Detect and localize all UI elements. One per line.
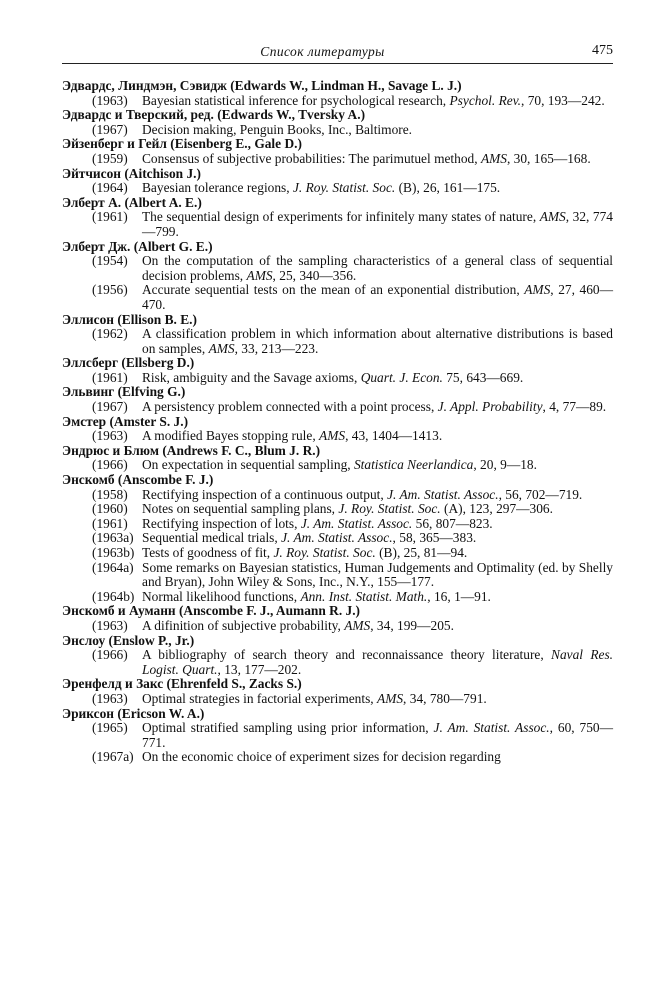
reference-text: A persistency problem connected with a point process, J. Appl. Probability, 4, 77—89. bbox=[142, 399, 607, 415]
header-rule bbox=[62, 63, 613, 64]
entry-author: Энслоу (Enslow P., Jr.) bbox=[62, 632, 195, 648]
reference-year: (1956) bbox=[92, 282, 128, 298]
reference-item bbox=[62, 458, 613, 473]
entry-author: Эйзенберг и Гейл (Eisenberg E., Gale D.) bbox=[62, 136, 302, 152]
reference-text: On expectation in sequential sampling, Statistica Neerlandica, 20, 9—18. bbox=[142, 457, 537, 473]
reference-year: (1964b) bbox=[92, 588, 135, 604]
reference-text: Accurate sequential tests on the mean of an exponential distribution, AMS, 27, 460—470. bbox=[142, 282, 613, 312]
reference-text: A classification problem in which information about alternative distributions is based on samples, AMS, 33, 213—223. bbox=[142, 326, 613, 356]
reference-year: (1967a) bbox=[92, 749, 134, 765]
reference-item bbox=[62, 590, 613, 605]
reference-year: (1964a) bbox=[92, 559, 134, 575]
entry-author: Эренфелд и Закс (Ehrenfeld S., Zacks S.) bbox=[62, 676, 302, 692]
reference-text: A bibliography of search theory and reconnaissance theory literature, Naval Res. Logist. Quart., 13, 177—202. bbox=[142, 647, 613, 677]
reference-year: (1967) bbox=[92, 399, 128, 415]
reference-year: (1958) bbox=[92, 486, 128, 502]
reference-text: Sequential medical trials, J. Am. Statist. Assoc., 58, 365—383. bbox=[142, 530, 477, 546]
reference-text: Bayesian tolerance regions, J. Roy. Statist. Soc. (B), 26, 161—175. bbox=[142, 180, 501, 196]
reference-text: Decision making, Penguin Books, Inc., Baltimore. bbox=[142, 121, 413, 137]
reference-year: (1954) bbox=[92, 253, 128, 269]
reference-text: Rectifying inspection of lots, J. Am. Statist. Assoc. 56, 807—823. bbox=[142, 515, 493, 531]
entry-author: Эдвардс, Линдмэн, Сэвидж (Edwards W., Lindman H., Savage L. J.) bbox=[62, 78, 462, 93]
reference-text: On the economic choice of experiment sizes for decision regarding bbox=[142, 749, 501, 765]
reference-year: (1965) bbox=[92, 720, 128, 736]
reference-year: (1962) bbox=[92, 326, 128, 342]
entry-author: Энскомб и Ауманн (Anscombe F. J., Aumann R. J.) bbox=[62, 603, 361, 619]
entry-author: Эйтчисон (Aitchison J.) bbox=[62, 165, 201, 181]
reference-item bbox=[62, 152, 613, 167]
reference-item bbox=[62, 371, 613, 386]
reference-year: (1966) bbox=[92, 647, 128, 663]
reference-item bbox=[62, 400, 613, 415]
reference-year: (1963a) bbox=[92, 530, 134, 546]
reference-year: (1963) bbox=[92, 690, 128, 706]
reference-item bbox=[62, 94, 613, 109]
reference-year: (1960) bbox=[92, 501, 128, 517]
reference-item bbox=[62, 692, 613, 707]
reference-text: Bayesian statistical inference for psychological research, Psychol. Rev., 70, 193—242. bbox=[142, 92, 605, 108]
reference-item bbox=[62, 619, 613, 634]
reference-item bbox=[62, 750, 613, 765]
reference-item bbox=[62, 283, 613, 312]
reference-text: Optimal stratified sampling using prior information, J. Am. Statist. Assoc., 60, 750—771. bbox=[142, 720, 614, 750]
reference-text: Consensus of subjective probabilities: The parimutuel method, AMS, 30, 165—168. bbox=[142, 150, 591, 166]
entry-author: Элберт А. (Albert A. E.) bbox=[62, 194, 202, 210]
entry-author: Эльвинг (Elfving G.) bbox=[62, 384, 186, 400]
reference-text: Risk, ambiguity and the Savage axioms, Quart. J. Econ. 75, 643—669. bbox=[142, 369, 524, 385]
page-number: 475 bbox=[592, 43, 613, 58]
reference-text: Rectifying inspection of a continuous output, J. Am. Statist. Assoc., 56, 702—719. bbox=[142, 486, 583, 502]
entry-author: Эдвардс и Тверский, ред. (Edwards W., Tversky A.) bbox=[62, 107, 366, 123]
reference-item bbox=[62, 429, 613, 444]
reference-item bbox=[62, 123, 613, 138]
entry-author: Элберт Дж. (Albert G. E.) bbox=[62, 238, 213, 254]
reference-text: The sequential design of experiments for infinitely many states of nature, AMS, 32, 774—799. bbox=[142, 209, 613, 239]
reference-item bbox=[62, 517, 613, 532]
reference-year: (1963b) bbox=[92, 545, 135, 560]
reference-item bbox=[62, 181, 613, 196]
reference-year: (1961) bbox=[92, 369, 128, 385]
reference-text: Notes on sequential sampling plans, J. Roy. Statist. Soc. (A), 123, 297—306. bbox=[142, 501, 553, 517]
reference-item bbox=[62, 254, 613, 283]
reference-year: (1959) bbox=[92, 150, 128, 166]
running-title: Список литературы bbox=[260, 44, 385, 59]
reference-text: Tests of goodness of fit, J. Roy. Statist. Soc. (B), 25, 81—94. bbox=[142, 545, 468, 560]
reference-year: (1961) bbox=[92, 209, 128, 225]
reference-item bbox=[62, 546, 613, 561]
reference-year: (1961) bbox=[92, 515, 128, 531]
reference-year: (1967) bbox=[92, 121, 128, 137]
entry-author: Эллсберг (Ellsberg D.) bbox=[62, 355, 195, 371]
reference-item bbox=[62, 488, 613, 503]
reference-year: (1963) bbox=[92, 92, 128, 108]
entry-author: Энскомб (Anscombe F. J.) bbox=[62, 472, 214, 488]
reference-text: Some remarks on Bayesian statistics, Human Judgements and Optimality (ed. by Shelly and Bryan), John Wiley & Sons, Inc., N.Y., 155—177. bbox=[142, 559, 613, 590]
reference-year: (1963) bbox=[92, 428, 128, 444]
reference-year: (1963) bbox=[92, 617, 128, 633]
reference-text: A difinition of subjective probability, AMS, 34, 199—205. bbox=[142, 617, 454, 633]
reference-item bbox=[62, 327, 613, 356]
reference-year: (1966) bbox=[92, 457, 128, 473]
entry-author: Эриксон (Ericson W. A.) bbox=[62, 705, 205, 721]
bibliography-list bbox=[62, 79, 613, 765]
reference-text: Normal likelihood functions, Ann. Inst. Statist. Math., 16, 1—91. bbox=[142, 588, 491, 604]
reference-item bbox=[62, 502, 613, 517]
reference-item bbox=[62, 561, 613, 590]
entry-author: Эллисон (Ellison B. E.) bbox=[62, 311, 197, 327]
reference-item bbox=[62, 531, 613, 546]
entry-author: Эмстер (Amster S. J.) bbox=[62, 413, 189, 429]
reference-text: On the computation of the sampling characteristics of a general class of sequential decision problems, AMS, 25, 340—356. bbox=[142, 253, 613, 283]
entry-author: Эндрюс и Блюм (Andrews F. C., Blum J. R.) bbox=[62, 442, 321, 458]
reference-text: Optimal strategies in factorial experiments, AMS, 34, 780—791. bbox=[142, 690, 487, 706]
reference-item bbox=[62, 210, 613, 239]
reference-item bbox=[62, 648, 613, 677]
reference-text: A modified Bayes stopping rule, AMS, 43, 1404—1413. bbox=[142, 428, 443, 444]
reference-item bbox=[62, 721, 613, 750]
reference-year: (1964) bbox=[92, 180, 128, 196]
